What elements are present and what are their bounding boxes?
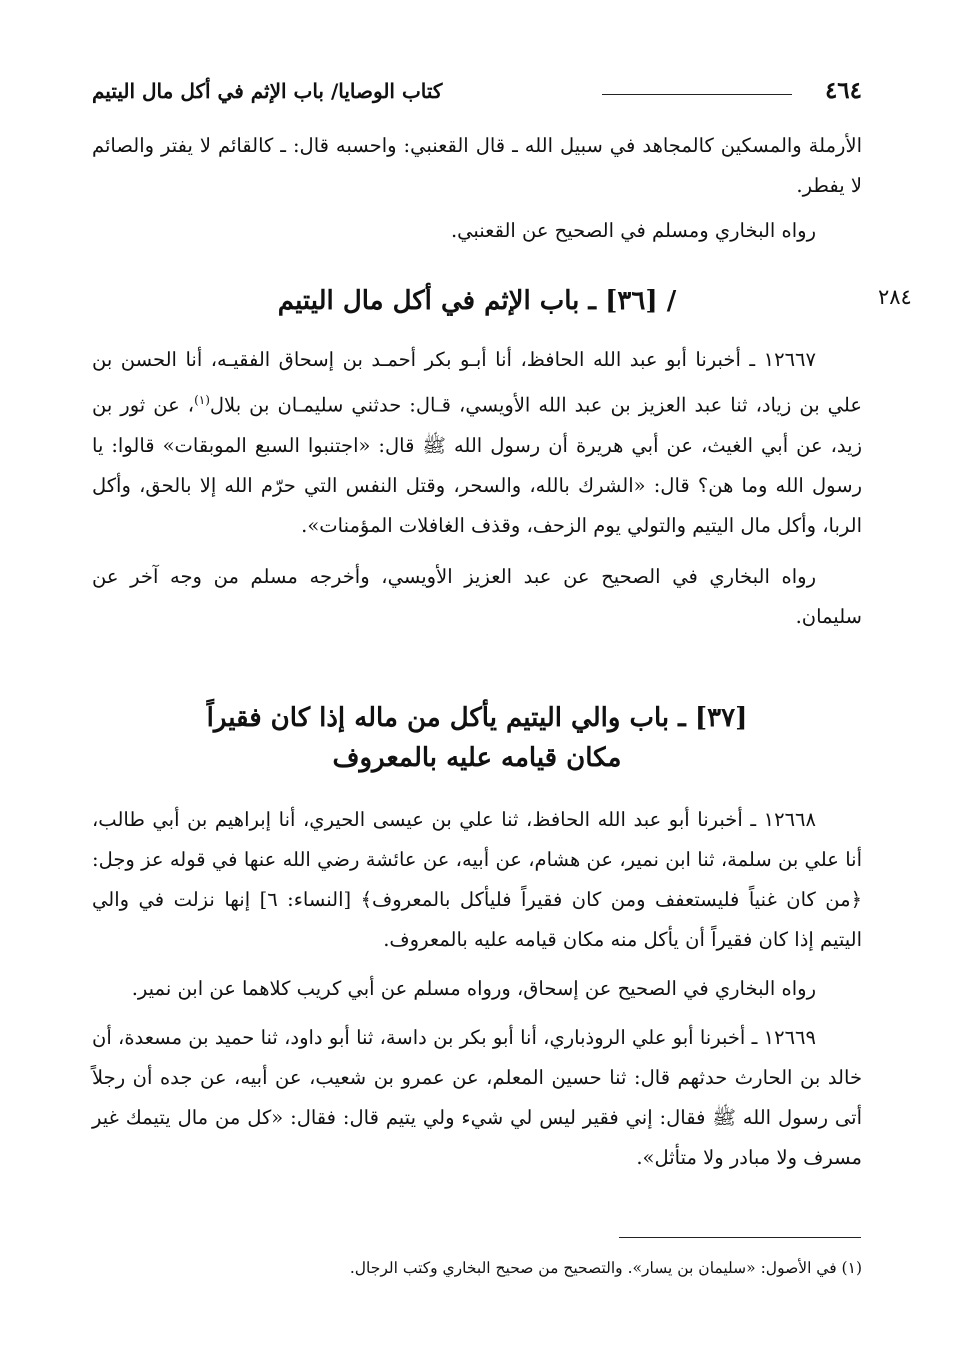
riwaya-36: رواه البخاري في الصحيح عن عبد العزيز الأويسي، وأخرجه مسلم من وجه آخر عن سليمان. [92,564,862,628]
page-number: ٤٦٤ [824,77,862,104]
hadith-12669: ١٢٦٦٩ ـ أخبرنا أبو علي الروذباري، أنا أبو بكر بن داسة، ثنا أبو داود، ثنا حميد بن مسعدة، أن خالد بن الحارث حدثهم قال: ثنا حسين المعلم، عن عمرو بن شعيب، عن أبيه، عن جده أن رجلاً أتى رسول الله ﷺ فقال: إني فقير ليس لي شيء ولي يتيم قال: فقال: «كل من مال يتيمك غير مسرف ولا مبادر ولا متأثل». [92,1026,862,1169]
hadith-12667 [92,340,862,546]
section-heading-37 [92,698,862,778]
hadith-12667-text: ١٢٦٦٧ ـ أخبرنا أبو عبد الله الحافظ، أنا أبـو بكر أحمـد بن إسحاق الفقيـه، أنا الحسن بن علي بن زياد، ثنا عبد العزيز بن عبد الله الأويسي، قـال: حدثني سليمـان بن بلال [92,348,863,417]
section-heading-37-line2: مكان قيامه عليه بالمعروف [332,743,622,773]
section-36-body [92,340,862,637]
hadith-12667-rest: ، عن ثور بن زيد، عن أبي الغيث، عن أبي هريرة أن رسول الله ﷺ قال: «اجتنبوا السبع الموبقات» قالوا: يا رسول الله وما هن؟ قال: «الشرك بالله، والسحر، وقتل النفس التي حرّم الله إلا بالحق، وأكل الربا، وأكل مال اليتيم والتولي يوم الزحف، وقذف الغافلات المؤمنات». [92,393,862,537]
running-title: كتاب الوصايا/ باب الإثم في أكل مال اليتيم [92,79,443,103]
riwaya-37: رواه البخاري في الصحيح عن إسحاق، ورواه مسلم عن أبي كريب كلاهما عن ابن نمير. [131,977,816,1000]
footnote-rule [619,1237,861,1238]
section-heading-37-line1: [٣٧] ـ باب والي اليتيم يأكل من ماله إذا كان فقيراً [206,703,748,733]
intro-block [92,126,862,251]
continuation-paragraph: الأرملة والمسكين كالمجاهد في سبيل الله ـ قال القعنبي: واحسبه قال: ـ كالقائم لا يفتر والصائم لا يفطر. [92,134,862,197]
section-37-body [92,800,862,1178]
riwaya-paragraph: رواه البخاري ومسلم في الصحيح عن القعنبي. [450,219,816,242]
running-header [92,74,862,108]
footnote: (١) في الأصول: «سليمان بن يسار». والتصحيح من صحيح البخاري وكتب الرجال. [349,1259,862,1277]
header-rule [602,94,792,95]
footnote-marker: (١) [194,393,210,407]
section-heading-36: / [٣٦] ـ باب الإثم في أكل مال اليتيم [277,286,677,316]
hadith-12668: ١٢٦٦٨ ـ أخبرنا أبو عبد الله الحافظ، ثنا علي بن عيسى الحيري، أنا إبراهيم بن أبي طالب، أنا علي بن سلمة، ثنا ابن نمير، عن هشام، عن أبيه، عن عائشة رضي الله عنها في قوله عز وجل: ﴿من كان غنياً فليستعفف ومن كان فقيراً فليأكل بالمعروف﴾ [النساء: ٦] إنها نزلت في والي اليتيم إذا كان فقيراً أن يأكل منه مكان قيامه عليه بالمعروف. [92,808,862,951]
margin-page-number: ٢٨٤ [878,285,912,309]
